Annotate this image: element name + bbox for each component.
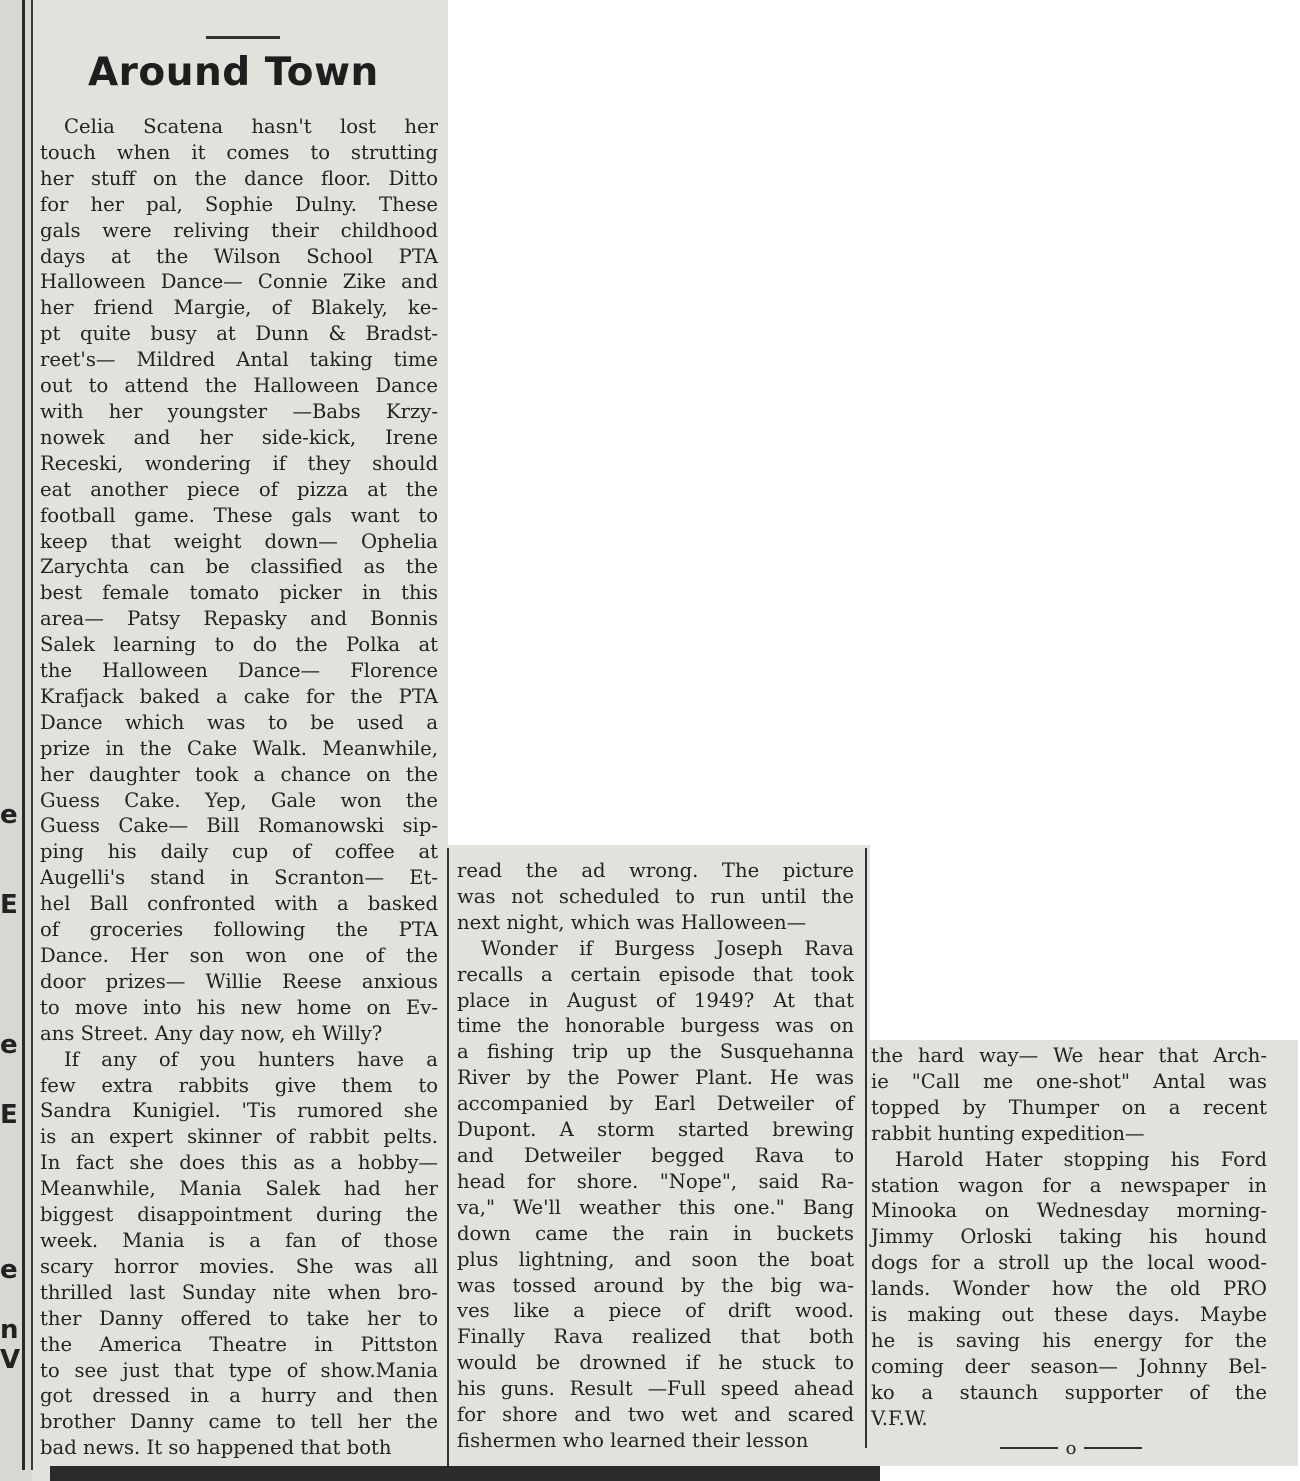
- article-line: ping his daily cup of coffee at: [40, 840, 438, 864]
- article-line: If any of you hunters have a: [64, 1047, 438, 1071]
- article-line: door prizes— Willie Reese anxious: [40, 969, 438, 993]
- edge-fragment: n: [0, 1315, 19, 1345]
- end-mark-glyph: o: [1065, 1437, 1077, 1459]
- article-line: the hard way— We hear that Arch-: [871, 1044, 1267, 1067]
- article-line: is making out these days. Maybe: [871, 1303, 1267, 1327]
- edge-fragment: E: [0, 890, 18, 920]
- article-line: bad news. It so happened that both: [40, 1436, 392, 1460]
- article-line: area— Patsy Repasky and Bonnis: [40, 607, 438, 631]
- article-line: a fishing trip up the Susquehanna: [457, 1040, 854, 1064]
- article-line: River by the Power Plant. He was: [457, 1066, 854, 1090]
- article-line: for shore and two wet and scared: [457, 1403, 854, 1427]
- article-column-1: [40, 114, 438, 1461]
- column-rule-outer: [22, 0, 25, 1470]
- article-line: is an expert skinner of rabbit pelts.: [40, 1125, 438, 1149]
- article-line: was tossed around by the big wa-: [457, 1273, 854, 1297]
- article-line: station wagon for a newspaper in: [871, 1173, 1267, 1197]
- edge-fragment: e: [0, 1255, 18, 1285]
- article-line: Krafjack baked a cake for the PTA: [40, 684, 438, 708]
- article-line: football game. These gals want to: [40, 503, 438, 527]
- article-line: Meanwhile, Mania Salek had her: [40, 1177, 438, 1201]
- end-mark: [986, 1436, 1156, 1460]
- article-line: In fact she does this as a hobby—: [40, 1151, 438, 1175]
- article-line: scary horror movies. She was all: [40, 1254, 438, 1278]
- article-line: Receski, wondering if they should: [40, 451, 438, 475]
- article-line: accompanied by Earl Detweiler of: [457, 1092, 854, 1116]
- article-line: week. Mania is a fan of those: [40, 1228, 438, 1252]
- article-line: Minooka on Wednesday morning-: [871, 1199, 1267, 1223]
- article-line: place in August of 1949? At that: [457, 988, 854, 1012]
- article-line: to move into his new home on Ev-: [40, 995, 438, 1019]
- article-line: ans Street. Any day now, eh Willy?: [40, 1021, 383, 1045]
- article-line: V.F.W.: [871, 1406, 928, 1430]
- end-mark-rule: [1000, 1447, 1058, 1449]
- article-line: down came the rain in buckets: [457, 1221, 854, 1245]
- headline: Around Town: [88, 50, 379, 95]
- article-line: of groceries following the PTA: [40, 918, 438, 942]
- article-line: rabbit hunting expedition—: [871, 1121, 1145, 1145]
- article-line: Finally Rava realized that both: [457, 1325, 854, 1349]
- article-line: the Halloween Dance— Florence: [40, 659, 438, 683]
- article-line: the America Theatre in Pittston: [40, 1332, 438, 1356]
- article-line: plus lightning, and soon the boat: [457, 1247, 854, 1271]
- article-line: Dance which was to be used a: [40, 710, 438, 734]
- article-line: recalls a certain episode that took: [457, 962, 854, 986]
- article-line: best female tomato picker in this: [40, 581, 438, 605]
- article-line: with her youngster —Babs Krzy-: [40, 399, 438, 423]
- article-line: dogs for a stroll up the local wood-: [871, 1251, 1267, 1275]
- article-line: Augelli's stand in Scranton— Et-: [40, 866, 438, 890]
- article-line: time the honorable burgess was on: [457, 1014, 854, 1038]
- edge-fragment: V: [0, 1345, 21, 1375]
- edge-fragment: E: [0, 1100, 18, 1130]
- column-divider: [865, 848, 867, 1448]
- article-line: Sandra Kunigiel. 'Tis rumored she: [40, 1099, 438, 1123]
- article-line: ves like a piece of drift wood.: [457, 1299, 854, 1323]
- article-line: he is saving his energy for the: [871, 1328, 1267, 1352]
- article-line: lands. Wonder how the old PRO: [871, 1277, 1267, 1301]
- article-line: Halloween Dance— Connie Zike and: [40, 270, 438, 294]
- article-line: brother Danny came to tell her the: [40, 1410, 438, 1434]
- article-line: her daughter took a chance on the: [40, 762, 438, 786]
- article-line: to see just that type of show.Mania: [40, 1358, 438, 1382]
- article-column-2: [457, 858, 854, 1454]
- edge-fragment: e: [0, 800, 18, 830]
- article-line: eat another piece of pizza at the: [40, 477, 438, 501]
- bottom-border: [50, 1466, 880, 1481]
- article-line: days at the Wilson School PTA: [40, 244, 438, 268]
- article-line: would be drowned if he stuck to: [457, 1351, 854, 1375]
- end-mark-rule: [1084, 1447, 1142, 1449]
- article-line: head for shore. "Nope", said Ra-: [457, 1169, 854, 1193]
- article-line: Harold Hater stopping his Ford: [895, 1147, 1267, 1171]
- article-line: nowek and her side-kick, Irene: [40, 425, 438, 449]
- edge-fragment: e: [0, 1030, 18, 1060]
- article-line: Guess Cake. Yep, Gale won the: [40, 788, 438, 812]
- article-line: next night, which was Halloween—: [457, 910, 807, 934]
- article-line: reet's— Mildred Antal taking time: [40, 348, 438, 372]
- article-line: Zarychta can be classified as the: [40, 555, 438, 579]
- article-line: for her pal, Sophie Dulny. These: [40, 192, 438, 216]
- article-line: ko a staunch supporter of the: [871, 1380, 1267, 1404]
- article-line: pt quite busy at Dunn & Bradst-: [40, 322, 438, 346]
- article-line: biggest disappointment during the: [40, 1203, 438, 1227]
- article-line: and Detweiler begged Rava to: [457, 1143, 854, 1167]
- article-line: hel Ball confronted with a basked: [40, 892, 438, 916]
- article-line: Dance. Her son won one of the: [40, 944, 438, 967]
- article-line: fishermen who learned their lesson: [457, 1428, 809, 1452]
- article-line: her stuff on the dance floor. Ditto: [40, 166, 438, 190]
- article-line: Guess Cake— Bill Romanowski sip-: [40, 814, 438, 838]
- column-divider: [447, 848, 449, 1480]
- article-line: coming deer season— Johnny Bel-: [871, 1354, 1267, 1378]
- column-rule-inner: [31, 0, 33, 1470]
- article-line: keep that weight down— Ophelia: [40, 529, 438, 553]
- article-line: Wonder if Burgess Joseph Rava: [481, 936, 854, 960]
- article-line: few extra rabbits give them to: [40, 1073, 438, 1097]
- article-line: gals were reliving their childhood: [40, 218, 438, 242]
- article-line: ie "Call me one-shot" Antal was: [871, 1069, 1267, 1093]
- article-line: out to attend the Halloween Dance: [40, 374, 438, 398]
- article-line: got dressed in a hurry and then: [40, 1384, 438, 1408]
- article-line: his guns. Result —Full speed ahead: [457, 1377, 854, 1401]
- article-line: prize in the Cake Walk. Meanwhile,: [40, 736, 438, 760]
- article-line: read the ad wrong. The picture: [457, 859, 854, 882]
- article-line: thrilled last Sunday nite when bro-: [40, 1280, 438, 1304]
- article-line: Dupont. A storm started brewing: [457, 1118, 854, 1142]
- article-column-3: [871, 1043, 1267, 1432]
- article-line: touch when it comes to strutting: [40, 140, 438, 164]
- article-line: Celia Scatena hasn't lost her: [64, 115, 438, 138]
- headline-rule: [206, 36, 280, 39]
- article-line: Jimmy Orloski taking his hound: [871, 1225, 1267, 1249]
- article-line: Salek learning to do the Polka at: [40, 633, 438, 657]
- article-line: ther Danny offered to take her to: [40, 1306, 438, 1330]
- article-line: her friend Margie, of Blakely, ke-: [40, 296, 438, 320]
- article-line: va," We'll weather this one." Bang: [457, 1195, 854, 1219]
- article-line: was not scheduled to run until the: [457, 884, 854, 908]
- article-line: topped by Thumper on a recent: [871, 1095, 1267, 1119]
